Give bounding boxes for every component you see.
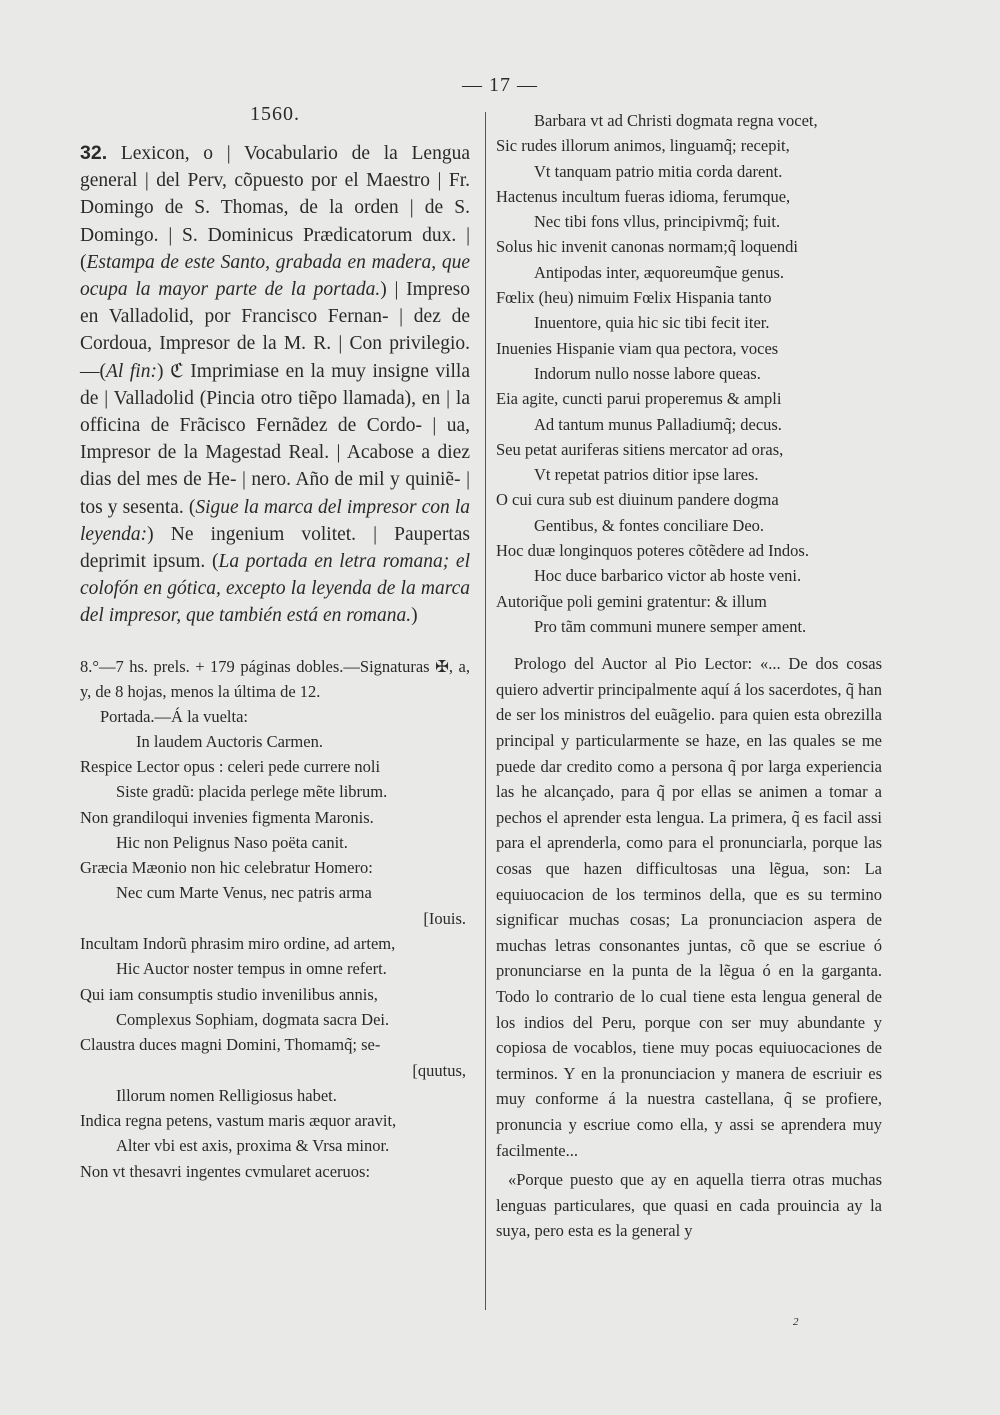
poem-line: Alter vbi est axis, proxima & Vrsa minor. [116,1136,390,1156]
prologue-continuation: «Porque puesto que ay en aquella tierra otras muchas lenguas particulares, que quasi en cada prouincia ay la suya, pero esta es la general y [496,1170,882,1241]
poem-line: Gentibus, & fontes conciliare Deo. [534,515,765,535]
left-column [80,103,470,1184]
left-poem [80,729,470,1184]
portada-line: Portada.—Á la vuelta: [100,706,249,726]
poem-line: [quutus, [412,1060,466,1080]
prologue-paragraph: Prologo del Auctor al Pio Lector: «... De dos cosas quiero advertir principalmente aquí á los sacerdotes, q̃ han de ser los ministros del euãgelio. para quien esta obrezilla principal y particularmente se haze, en las quales se me puede dar credito como a persona q̃ por larga experiencia las he alcançado, para q̃ por ellas se animen a tomar a pechos el aprender esta lengua. La primera, q̃ es facil assi para el aprenderla, como para el pronunciarla, porque las cosas que hazen difficultosas una lẽgua, son: La equiuocacion de los terminos della, que es su termino significar muchas cosas; La pronunciacion aspera de muchas letras consonantes juntas, cõ que se escriue ó pronunciarse en la punta de la lẽgua ó en la garganta. Todo lo contrario de lo cual tiene esta lengua general de los indios del Peru, porque con ser muy abundante y copiosa de vocablos, tiene muy pocas equiuocaciones de terminos. Y en la pronunciacion y manera de escriuir es muy conforme á la nuestra castellana, q̃ se profiere, pronuncia y escriue como ella, y assi se aprendera muy facilmente... [496,654,882,1160]
poem-line: Eia agite, cuncti parui properemus & ampli [496,389,782,409]
poem-line: Complexus Sophiam, dogmata sacra Dei. [116,1009,390,1029]
poem-line: Antipodas inter, æquoreumq̃ue genus. [534,262,785,282]
poem-line: Qui iam consumptis studio invenilibus annis, [80,984,378,1004]
poem-line: Hoc duce barbarico victor ab hoste veni. [534,566,802,586]
entry-italic-3: Sigue la marca del impresor con la leyenda: [80,496,470,545]
right-poem [496,108,882,639]
poem-line: Siste gradũ: placida perlege mẽte librum. [116,782,388,802]
poem-line: Sic rudes illorum animos, linguamq̃; recepit, [496,136,790,156]
poem-line: Autoriq̃ue poli gemini gratentur: & illum [496,591,767,611]
poem-line: Ad tantum munus Palladiumq̃; decus. [534,414,782,434]
right-column [496,108,882,1244]
entry-text-b: ) | Impreso en Valladolid, por Francisco Fernan- | dez de Cordoua, Impresor de la M. R. | Con privilegio.—( [80,279,470,382]
poem-line: Barbara vt ad Christi dogmata regna vocet, [534,111,818,130]
poem-line: Fœlix (heu) nimuim Fœlix Hispania tanto [496,288,772,308]
poem-line: Seu petat auriferas sitiens mercator ad oras, [496,439,784,459]
poem-line: Inuenies Hispanie viam qua pectora, voces [496,338,779,358]
entry-text-a: Lexicon, o | Vocabulario de la Lengua general | del Perv, cõpuesto por el Maestro | Fr. Domingo de S. Thomas, de la orden | de S. Domingo. | S. Dominicus Prædicatorum dux. | ( [80,143,470,273]
year-heading: 1560. [250,103,300,125]
entry-text-c: ) ℭ Imprimiase en la muy insigne villa de | Valladolid (Pincia otro tiẽpo llamada), en | la officina de Frãcisco Fernãdez de Cordo- | ua, Impresor de la Magestad Real. | Acabose a diez dias del mes de He- | nero. Año de mil y quiniẽ- | tos y sesenta. ( [80,360,470,518]
poem-line: Indica regna petens, vastum maris æquor aravit, [80,1111,397,1131]
poem-line: Vt repetat patrios ditior ipse lares. [534,465,759,485]
poem-line: Hactenus incultum fueras idioma, ferumque, [496,186,791,206]
poem-line: Nec tibi fons vllus, principivmq̃; fuit. [534,212,781,232]
entry-number: 32. [80,142,108,164]
poem-line: Non vt thesavri ingentes cvmularet aceruos: [80,1161,371,1181]
poem-line: Indorum nullo nosse labore queas. [534,363,761,383]
poem-line: Inuentore, quia hic sic tibi fecit iter. [534,313,770,333]
entry-italic-4: La portada en letra romana; el colofón en gótica, excepto la leyenda de la marca del impresor, que también está en romana. [80,551,470,627]
poem-line: Vt tanquam patrio mitia corda darent. [534,161,783,181]
poem-line: Hic Auctor noster tempus in omne refert. [116,959,387,979]
poem-line: Hoc duæ longinquos poteres cõtẽdere ad Indos. [496,541,809,561]
poem-line: Respice Lector opus : celeri pede currere noli [80,756,381,776]
poem-line: Incultam Indorũ phrasim miro ordine, ad artem, [80,934,396,954]
poem-line: O cui cura sub est diuinum pandere dogma [496,490,779,510]
page-number: — 17 — [462,74,538,96]
poem-line: Græcia Mæonio non hic celebratur Homero: [80,858,373,878]
column-divider [485,112,486,1310]
entry-italic-1: Estampa de este Santo, grabada en madera, que ocupa la mayor parte de la portada. [80,251,470,301]
poem-line: Illorum nomen Relligiosus habet. [116,1085,337,1105]
poem-line: Hic non Pelignus Naso poëta canit. [116,832,348,852]
poem-line: Solus hic invenit canonas normam;q̃ loquendi [496,237,798,257]
bibliographic-entry [80,140,470,630]
entry-text-e: ) [411,605,418,627]
poem-line: Non grandiloqui invenies figmenta Maronis. [80,807,374,827]
entry-text-d: ) Ne ingenium volitet. | Paupertas deprimit ipsum. ( [80,523,470,573]
poem-line: Claustra duces magni Domini, Thomamq̃; se- [80,1035,381,1055]
signature-mark: 2 [793,1316,799,1328]
poem-title: In laudem Auctoris Carmen. [136,731,323,751]
poem-line: [Iouis. [423,908,466,928]
poem-line: Nec cum Marte Venus, nec patris arma [116,883,372,903]
physical-description: 8.°—7 hs. prels. + 179 páginas dobles.—Signaturas ✠, a, y, de 8 hojas, menos la última de 12. [80,656,470,701]
poem-line: Pro tãm communi munere semper ament. [534,616,807,636]
entry-italic-2: Al fin: [106,360,157,382]
